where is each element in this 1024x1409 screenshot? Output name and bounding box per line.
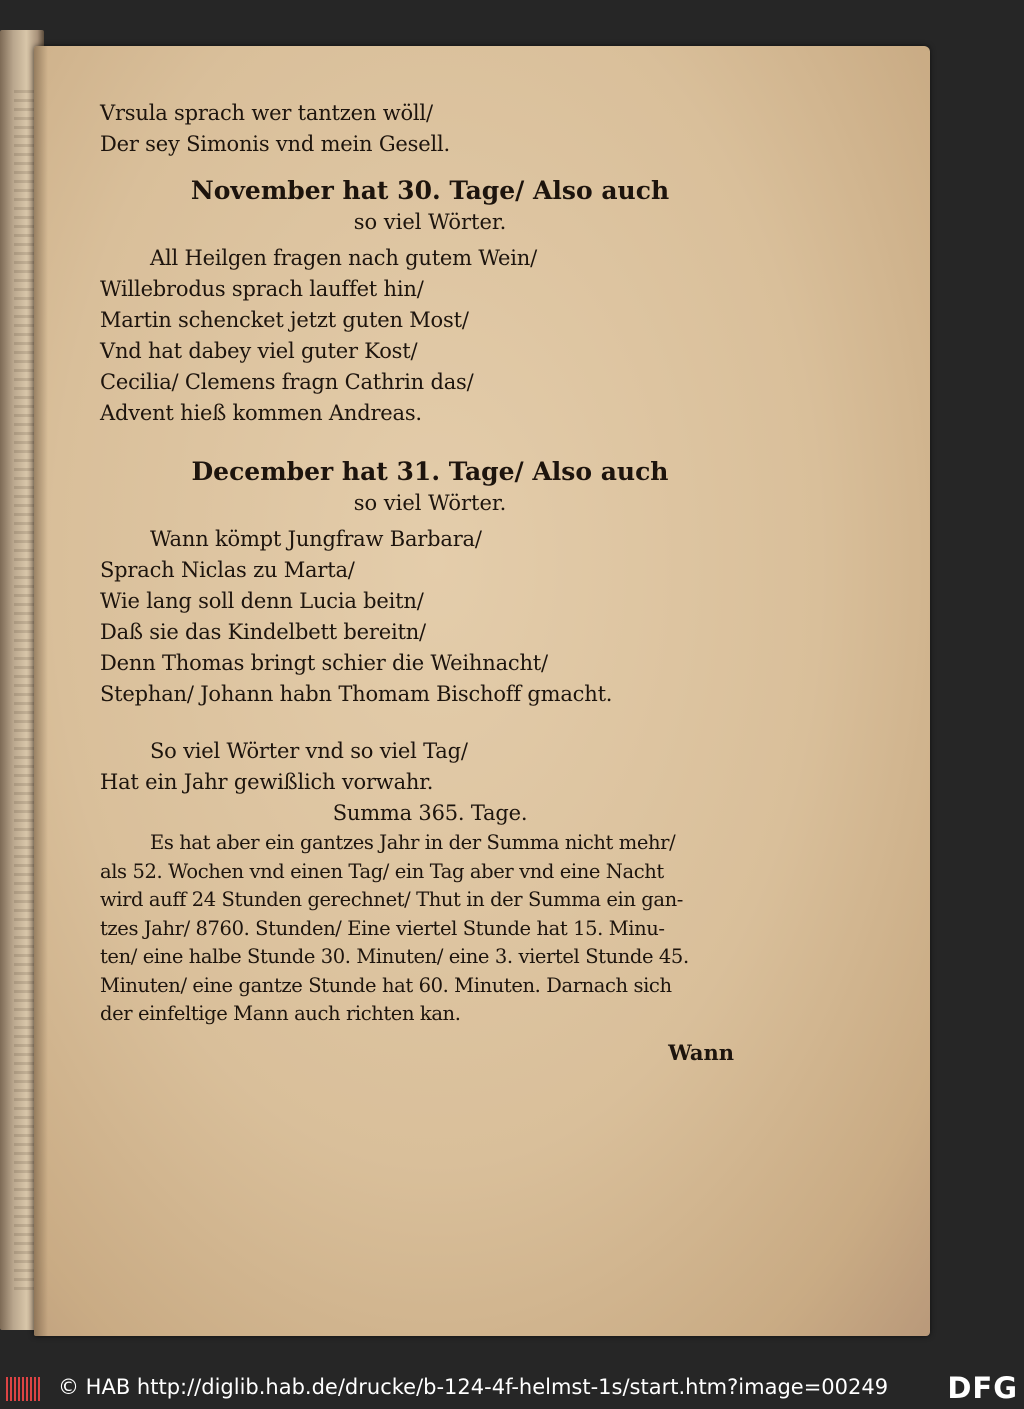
verse-line: Sprach Niclas zu Marta/ [100, 558, 355, 582]
scanned-page [34, 46, 930, 1336]
copyright-url[interactable]: © HAB http://diglib.hab.de/drucke/b-124-4f-helmst-1s/start.htm?image=00249 [58, 1375, 889, 1399]
closing-line: Hat ein Jahr gewißlich vorwahr. [100, 770, 434, 794]
verse-line: Cecilia/ Clemens fragn Cathrin das/ [100, 370, 474, 394]
paragraph-line: Minuten/ eine gantze Stunde hat 60. Minuten. Darnach sich [100, 973, 672, 997]
verse-line: All Heilgen fragen nach gutem Wein/ [150, 246, 537, 270]
paragraph-line: tzes Jahr/ 8760. Stunden/ Eine viertel Stunde hat 15. Minu- [100, 916, 665, 940]
paragraph-line: ten/ eine halbe Stunde 30. Minuten/ eine 3. viertel Stunde 45. [100, 945, 689, 968]
footer-bar [0, 1366, 1024, 1409]
december-heading: December hat 31. Tage/ Also auch [191, 457, 669, 486]
verse-line: Stephan/ Johann habn Thomam Bischoff gmacht. [100, 682, 613, 706]
verse-line: Vrsula sprach wer tantzen wöll/ [100, 101, 433, 125]
paragraph-line: als 52. Wochen vnd einen Tag/ ein Tag aber vnd eine Nacht [100, 859, 664, 883]
summa-line: Summa 365. Tage. [332, 801, 528, 825]
verse-line: Vnd hat dabey viel guter Kost/ [100, 339, 418, 363]
verse-line: Willebrodus sprach lauffet hin/ [100, 277, 424, 301]
catchword: Wann [668, 1040, 734, 1065]
verse-line: Wann kömpt Jungfraw Barbara/ [150, 527, 482, 551]
hab-barcode-icon [6, 1377, 46, 1401]
closing-line: So viel Wörter vnd so viel Tag/ [150, 739, 468, 763]
dfg-logo: DFG [947, 1371, 1018, 1405]
december-subheading: so viel Wörter. [353, 491, 507, 515]
verse-line: Advent hieß kommen Andreas. [100, 401, 422, 425]
verse-line: Der sey Simonis vnd mein Gesell. [100, 132, 450, 156]
november-subheading: so viel Wörter. [353, 210, 507, 234]
verse-line: Daß sie das Kindelbett bereitn/ [100, 620, 426, 644]
verse-line: Denn Thomas bringt schier die Weihnacht/ [100, 651, 548, 675]
november-heading: November hat 30. Tage/ Also auch [190, 176, 670, 205]
paragraph-line: Es hat aber ein gantzes Jahr in der Summa nicht mehr/ [150, 831, 676, 854]
page-edge-texture [14, 90, 36, 1290]
paragraph-line: der einfeltige Mann auch richten kan. [100, 1002, 461, 1025]
page-text [100, 98, 760, 1029]
verse-line: Wie lang soll denn Lucia beitn/ [100, 589, 424, 613]
verse-line: Martin schencket jetzt guten Most/ [100, 308, 469, 332]
paragraph-line: wird auff 24 Stunden gerechnet/ Thut in der Summa ein gan- [100, 888, 683, 911]
